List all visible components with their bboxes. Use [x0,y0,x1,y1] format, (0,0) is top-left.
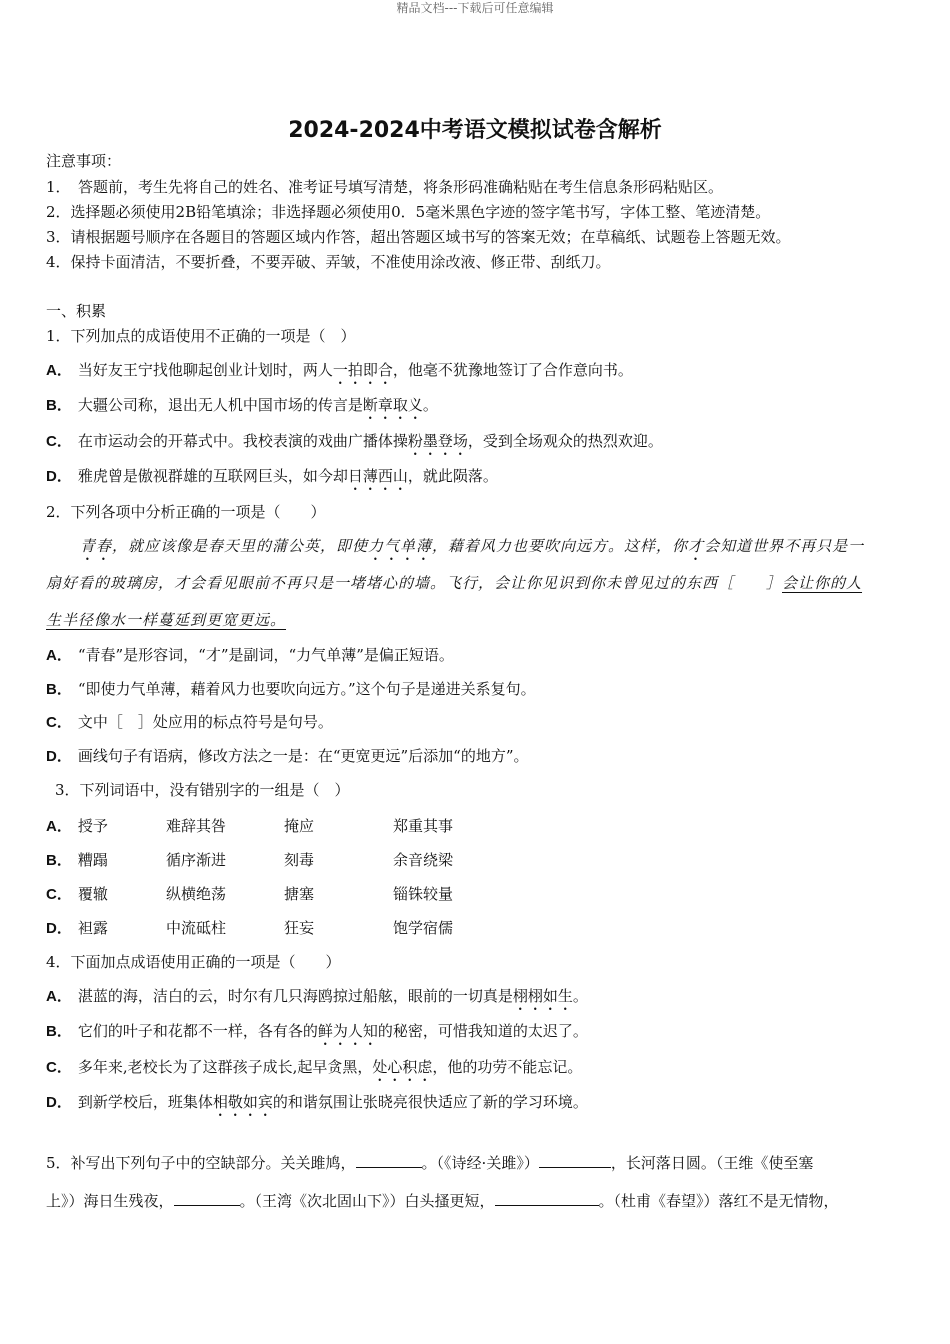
word: 糟蹋 [77,851,108,869]
option-label: A． [46,988,72,1005]
q5-text: ，长河落日圆。（王维《使至塞 [610,1154,814,1172]
dotted-idiom: 断章取义 [362,396,423,414]
option-text: 。 [572,987,588,1005]
q2-passage-line-1 [80,536,864,564]
option-text: 。 [422,396,438,414]
dotted-idiom: 一拍即合 [332,361,393,379]
word: 授予 [77,817,108,835]
q1-option-a [46,360,633,388]
option-label: A． [46,647,72,664]
passage-text: ，藉着风力也要吹向远方。这样，你 [432,537,689,555]
word: 饱学宿儒 [393,919,454,937]
option-label: C． [46,714,72,731]
q5-text: 5．补写出下列句子中的空缺部分。关关雎鸠， [46,1154,356,1172]
option-label: D． [46,920,72,937]
option-label: A． [46,362,72,379]
option-label: C． [46,433,72,450]
option-text: “即使力气单薄，藉着风力也要吹向远方。”这个句子是递进关系复句。 [77,680,536,698]
q3-row-a [46,816,108,837]
option-label: D． [46,1094,72,1111]
option-label: C． [46,1059,72,1076]
answer-blank[interactable] [356,1153,422,1168]
q3-row-b [46,850,108,871]
dotted-idiom: 粉墨登场 [407,432,468,450]
option-text: 到新学校后，班集体 [77,1093,213,1111]
passage-text: 会知道世界不再只是一 [704,537,865,555]
q1-option-c [46,431,663,459]
word: 郑重其事 [393,817,454,835]
option-text: ，受到全场观众的热烈欢迎。 [467,432,663,450]
option-label: B． [46,397,72,414]
q5-text: 。（王湾《次北固山下》）白头搔更短， [239,1192,495,1210]
q1-stem: 1．下列加点的成语使用不正确的一项是（ ） [46,327,356,345]
word: 狂妄 [284,919,315,937]
word: 覆辙 [77,885,108,903]
word: 中流砥柱 [166,919,227,937]
q4-option-b [46,1021,588,1049]
section-heading: 一、积累 [46,302,107,320]
answer-blank[interactable] [174,1191,240,1206]
dotted-word: 才 [688,537,705,555]
option-text: 在市运动会的开幕式中。我校表演的戏曲广播体操 [77,432,408,450]
word: 掩应 [284,817,315,835]
word: 搪塞 [284,885,315,903]
q3-row-d [46,918,108,939]
option-label: B． [46,1023,72,1040]
q3-stem: 3．下列词语中，没有错别字的一组是（ ） [55,781,350,799]
q2-option-b [46,679,536,700]
q3-row-c [46,884,108,905]
notes-heading: 注意事项： [46,152,122,170]
q5-line-2 [46,1191,839,1211]
option-text: 雅虎曾是傲视群雄的互联网巨头，如今却 [77,467,348,485]
option-label: A． [46,818,72,835]
q2-option-c [46,712,333,733]
page-header: 精品文档---下载后可任意编辑 [396,1,554,15]
note-item-3: 3．请根据题号顺序在各题目的答题区域内作答，超出答题区域书写的答案无效；在草稿纸、试题卷上答题无效。 [46,228,791,246]
answer-blank[interactable] [495,1191,599,1206]
option-text: 的秘密，可惜我知道的太迟了。 [377,1022,588,1040]
underlined-sentence: 生半径像水一样蔓延到更宽更远。 [46,611,287,629]
option-text: 它们的叶子和花都不一样，各有各的 [77,1022,318,1040]
word: 刻毒 [284,851,315,869]
option-text: 多年来,老校长为了这群孩子成长,起早贪黑， [77,1058,373,1076]
option-text: “青春”是形容词，“才”是副词，“力气单薄”是偏正短语。 [77,646,454,664]
dotted-word: 力气单薄 [368,537,433,555]
word: 锱铢较量 [393,885,454,903]
q5-text: 上》）海日生残夜， [46,1192,174,1210]
q5-text: 。（《诗经·关雎》） [421,1154,539,1172]
word: 袒露 [77,919,108,937]
q5-line-1 [46,1153,813,1173]
q2-passage-line-3 [46,610,286,630]
q2-stem: 2．下列各项中分析正确的一项是（ ） [46,503,326,521]
option-text: ，他的功劳不能忘记。 [432,1058,583,1076]
q2-option-d [46,746,529,767]
option-label: D． [46,748,72,765]
option-text: 的和谐氛围让张晓亮很快适应了新的学习环境。 [272,1093,588,1111]
q4-option-a [46,986,588,1014]
q1-option-d [46,466,498,494]
dotted-word: 青春 [80,537,113,555]
dotted-idiom: 处心积虑 [372,1058,433,1076]
option-text: 湛蓝的海，洁白的云，时尔有几只海鸥掠过船舷，眼前的一切真是 [77,987,513,1005]
answer-blank[interactable] [539,1153,611,1168]
q2-passage-line-2 [46,573,862,593]
underlined-sentence: 会让你的人 [782,574,863,592]
option-text: 当好友王宁找他聊起创业计划时，两人 [77,361,333,379]
note-item-2: 2．选择题必须使用2B铅笔填涂；非选择题必须使用0．5毫米黑色字迹的签字笔书写，字体工整、笔迹清楚。 [46,203,771,221]
dotted-idiom: 相敬如宾 [212,1093,273,1111]
q5-text: 。（杜甫《春望》）落红不是无情物， [598,1192,839,1210]
option-label: B． [46,681,72,698]
word: 余音绕梁 [393,851,454,869]
option-text: 大疆公司称，退出无人机中国市场的传言是 [77,396,363,414]
q1-option-b [46,395,438,423]
note-item-4: 4．保持卡面清洁，不要折叠，不要弄破、弄皱，不准使用涂改液、修正带、刮纸刀。 [46,253,611,271]
option-label: D． [46,468,72,485]
passage-text: ，就应该像是春天里的蒲公英，即使 [112,537,369,555]
dotted-idiom: 栩栩如生 [512,987,573,1005]
note-item-1: 1． 答题前，考生先将自己的姓名、准考证号填写清楚，将条形码准确粘贴在考生信息条形码粘贴区。 [46,178,724,196]
page-title: 2024-2024中考语文模拟试卷含解析 [288,118,662,143]
word: 难辞其咎 [166,817,227,835]
q2-option-a [46,645,454,666]
q4-stem: 4．下面加点成语使用正确的一项是（ ） [46,953,341,971]
passage-text: 扇好看的玻璃房，才会看见眼前不再只是一堵堵心的墙。飞行，会让你见识到你未曾见过的东西［ ］ [46,574,783,592]
option-text: 画线句子有语病，修改方法之一是：在“更宽更远”后添加“的地方”。 [77,747,529,765]
option-text: ，他毫不犹豫地签订了合作意向书。 [392,361,633,379]
dotted-idiom: 日薄西山 [347,467,408,485]
word: 纵横绝荡 [166,885,227,903]
q4-option-c [46,1057,582,1085]
q4-option-d [46,1092,588,1120]
option-label: C． [46,886,72,903]
option-text: ，就此陨落。 [407,467,498,485]
word: 循序渐进 [166,851,227,869]
option-label: B． [46,852,72,869]
option-text: 文中［ ］处应用的标点符号是句号。 [77,713,333,731]
dotted-idiom: 鲜为人知 [317,1022,378,1040]
